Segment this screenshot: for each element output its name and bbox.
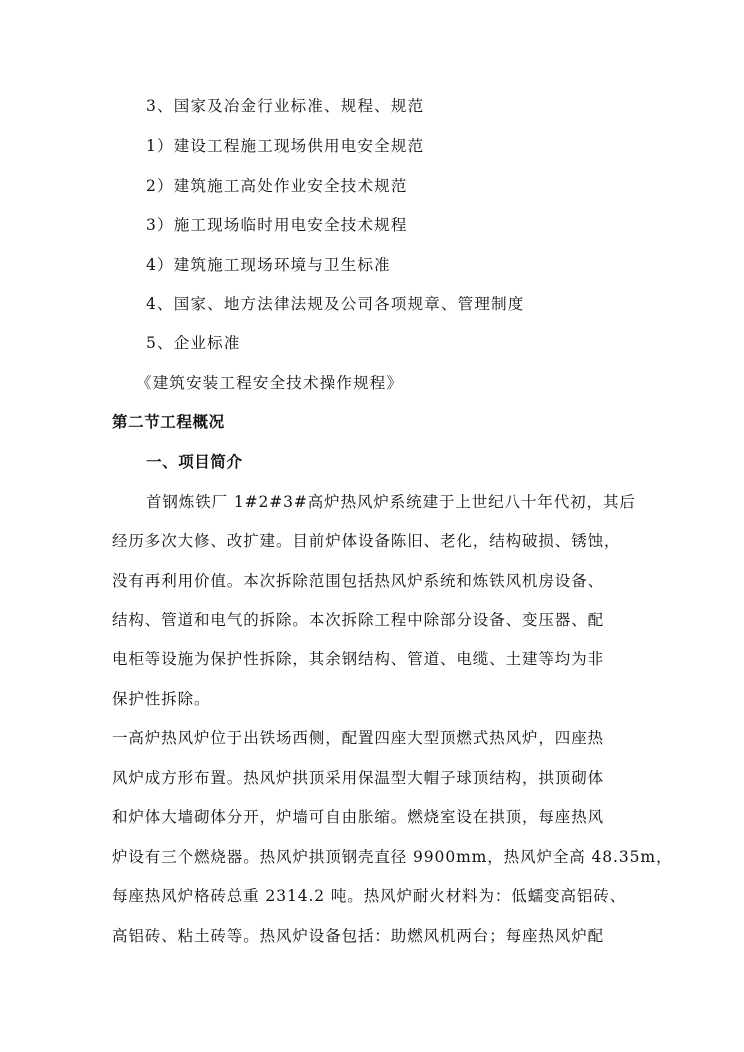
paragraph-line: 没有再利用价值。本次拆除范围包括热风炉系统和炼铁风机房设备、 xyxy=(112,572,605,590)
subsection-title: 一、项目简介 xyxy=(146,453,243,471)
standards-subitem-1: 1）建设工程施工现场供用电安全规范 xyxy=(146,137,425,155)
standards-subitem-2: 2）建筑施工高处作业安全技术规范 xyxy=(146,177,408,195)
paragraph-line: 一高炉热风炉位于出铁场西侧，配置四座大型顶燃式热风炉，四座热 xyxy=(112,729,605,747)
paragraph-line: 经历多次大修、改扩建。目前炉体设备陈旧、老化，结构破损、锈蚀， xyxy=(112,532,621,550)
paragraph-line: 高铝砖、粘土砖等。热风炉设备包括：助燃风机两台；每座热风炉配 xyxy=(112,927,605,945)
paragraph-line: 首钢炼铁厂 1#2#3#高炉热风炉系统建于上世纪八十年代初，其后 xyxy=(146,493,636,511)
enterprise-standard-title: 《建筑安装工程安全技术操作规程》 xyxy=(136,374,404,392)
standards-item-3: 3、国家及冶金行业标准、规程、规范 xyxy=(146,97,425,115)
paragraph-line: 电柜等设施为保护性拆除，其余钢结构、管道、电缆、土建等均为非 xyxy=(112,650,605,668)
standards-subitem-4: 4）建筑施工现场环境与卫生标准 xyxy=(146,256,391,274)
paragraph-line: 和炉体大墙砌体分开，炉墙可自由胀缩。燃烧室设在拱顶，每座热风 xyxy=(112,808,605,826)
paragraph-line: 结构、管道和电气的拆除。本次拆除工程中除部分设备、变压器、配 xyxy=(112,611,605,629)
paragraph-line: 每座热风炉格砖总重 2314.2 吨。热风炉耐火材料为：低蠕变高铝砖、 xyxy=(112,887,627,905)
paragraph-line: 炉设有三个燃烧器。热风炉拱顶钢壳直径 9900mm，热风炉全高 48.35m， xyxy=(112,848,673,866)
paragraph-line: 保护性拆除。 xyxy=(112,690,211,708)
paragraph-line: 风炉成方形布置。热风炉拱顶采用保温型大帽子球顶结构，拱顶砌体 xyxy=(112,769,605,787)
standards-subitem-3: 3）施工现场临时用电安全技术规程 xyxy=(146,216,408,234)
standards-item-5: 5、企业标准 xyxy=(146,334,241,352)
section-title: 第二节工程概况 xyxy=(112,413,225,431)
standards-item-4: 4、国家、地方法律法规及公司各项规章、管理制度 xyxy=(146,295,525,313)
